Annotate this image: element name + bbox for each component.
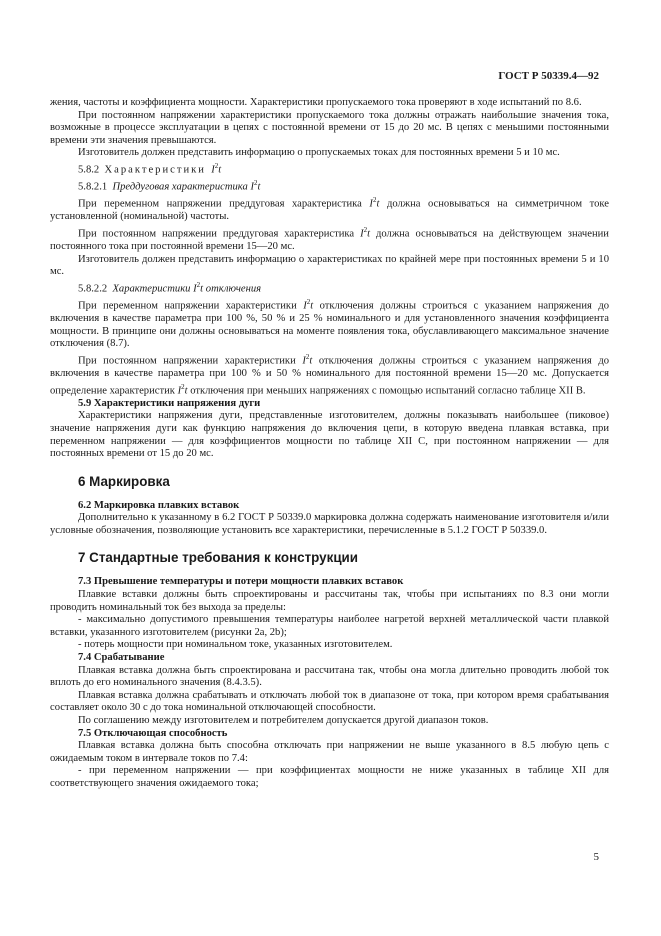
section-heading-5-8-2-1: 5.8.2.1 Преддуговая характеристика $I^2t$ — [78, 179, 261, 193]
list-item: - при переменном напряжении — при коэффициентах мощности не ниже указанных в таблице XII для соответствующего значения ожидаемого тока; — [50, 765, 609, 789]
paragraph: При постоянном напряжении преддуговая характеристика $I^2t$ должна основываться на действующем значении постоянного тока при постоянной времени 15—20 мс. — [50, 225, 609, 253]
document-body — [50, 97, 609, 791]
section-heading-7-3: 7.3 Превышение температуры и потери мощности плавких вставок — [78, 576, 404, 588]
section-heading-6-2: 6.2 Маркировка плавких вставок — [78, 499, 240, 511]
paragraph: Изготовитель должен представить информацию о пропускаемых токах для постоянных времени 5 и 10 мс. — [78, 147, 560, 159]
chapter-heading-6: 6 Маркировка — [78, 473, 170, 489]
paragraph: Плавкая вставка должна быть способна отключать при напряжении не выше указанного в 8.5 любую цепь с ожидаемым током в интервале токов по 7.4: — [50, 740, 609, 764]
section-heading-7-5: 7.5 Отключающая способность — [78, 727, 228, 739]
document-header: ГОСТ Р 50339.4—92 — [498, 70, 599, 82]
page-number: 5 — [593, 851, 599, 863]
paragraph: Плавкие вставки должны быть спроектированы и рассчитаны так, чтобы при испытаниях по 8.3 они могли проводить номинальный ток без выхода за пределы: — [50, 589, 609, 613]
section-heading-5-9: 5.9 Характеристики напряжения дуги — [78, 397, 261, 409]
paragraph: жения, частоты и коэффициента мощности. Характеристики пропускаемого тока проверяют в ходе испытаний по 8.6. — [50, 97, 582, 108]
paragraph: При постоянном напряжении характеристики $I^2t$ отключения должны строиться с указанием напряжения до включения в качестве параметра при 100 % и 50 % номинального для постоянной времени 15—20 мс. Допускается определение характеристик $I^2t$ отключения при меньших напряжениях с помощью испытаний согласно таблице XII В. — [50, 352, 610, 397]
paragraph: Плавкая вставка должна срабатывать и отключать любой ток в диапазоне от тока, при котором время срабатывания составляет около 30 с до тока номинальной отключающей способности. — [50, 689, 609, 714]
section-heading-5-8-2-2: 5.8.2.2 Характеристики $I^2t$ отключения — [78, 280, 262, 295]
paragraph: Плавкая вставка должна быть спроектирована и рассчитана так, чтобы она могла длительно проводить любой ток вплоть до его номинального значения (8.4.3.5). — [50, 664, 609, 689]
paragraph: При переменном напряжении характеристики $I^2t$ отключения должны строиться с указанием напряжения до включения в качестве параметра при 100 %, 50 % и 25 % номинального и для установленного значения коэффициента мощности. В принципе они должны основываться на моменте появления тока, обуславливающего максимальное значение отключения (8.7). — [50, 297, 610, 350]
paragraph: При переменном напряжении преддуговая характеристика $I^2t$ должна основываться на симметричном токе установленной (номинальной) частоты. — [50, 196, 609, 223]
section-heading-5-8-2: 5.8.2 Характеристики $I^2t$ — [78, 161, 222, 176]
list-item: - потерь мощности при номинальном токе, указанных изготовителем. — [78, 639, 393, 651]
paragraph: Изготовитель должен представить информацию о характеристиках по крайней мере при постоянных времени 5 и 10 мс. — [50, 253, 609, 278]
paragraph: По соглашению между изготовителем и потребителем допускается другой диапазон токов. — [78, 715, 489, 726]
chapter-heading-7: 7 Стандартные требования к конструкции — [78, 550, 359, 566]
list-item: - максимально допустимого превышения температуры наиболее нагретой верхней металлической части плавкой вставки, указанного изготовителем (рисунки 2а, 2b); — [50, 614, 609, 638]
paragraph: Характеристики напряжения дуги, представленные изготовителем, должны показывать наибольшее (пиковое) значение напряжения дуги как функцию напряжения до включения цепи, в которую введена плавкая вставка, при переменном напряжении — для коэффициентов мощности по таблице XII С, при постоянном напряжении — для постоянных времени от 15 до 20 мс. — [50, 410, 609, 460]
paragraph: При постоянном напряжении характеристики пропускаемого тока должны отражать наибольшие значения тока, возможные в процессе эксплуатации в цепях с постоянной времени от 15 до 20 мс. В цепях с меньшими постоянными времени эти значения превышаются. — [50, 109, 609, 146]
paragraph: Дополнительно к указанному в 6.2 ГОСТ Р 50339.0 маркировка должна содержать наименование изготовителя и/или условные обозначения, позволяющие установить все характеристики, перечисленные в 5.1.2 ГОСТ Р 50339.0. — [50, 512, 609, 536]
section-heading-7-4: 7.4 Срабатывание — [78, 652, 165, 664]
